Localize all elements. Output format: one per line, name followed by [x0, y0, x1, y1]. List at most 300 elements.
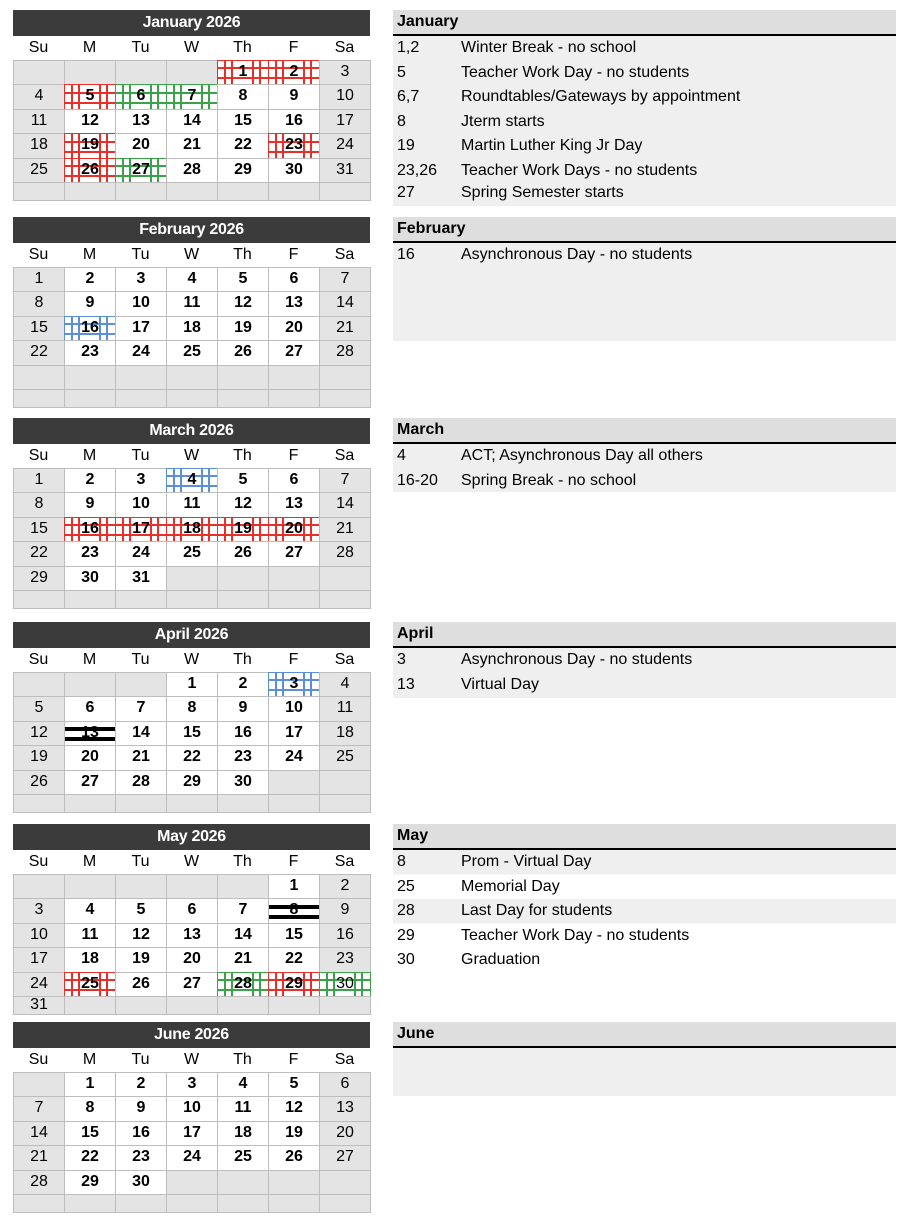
- day-cell: 2: [64, 468, 116, 493]
- day-cell: 1: [13, 468, 65, 493]
- day-cell: 26: [217, 541, 269, 566]
- day-cell: 18: [217, 1121, 269, 1146]
- day-cell: 13: [64, 721, 116, 746]
- empty-day-cell: [217, 794, 269, 813]
- day-cell: 24: [115, 340, 167, 365]
- day-cell: 25: [166, 340, 218, 365]
- day-cell: 22: [13, 340, 65, 365]
- weekday-label: M: [82, 246, 97, 263]
- day-cell: 20: [268, 316, 320, 341]
- day-cell: 9: [64, 291, 116, 316]
- day-cell: 30: [115, 1170, 167, 1195]
- day-cell: 7: [115, 696, 167, 721]
- calendar-may: [13, 824, 370, 1015]
- day-cell: 24: [115, 541, 167, 566]
- weekday-label: Th: [233, 246, 252, 263]
- empty-day-cell: [319, 996, 371, 1015]
- day-cell: 4: [319, 672, 371, 697]
- day-cell: 12: [64, 109, 116, 134]
- day-cell: 16: [319, 923, 371, 948]
- day-cell: 7: [217, 898, 269, 923]
- empty-day-cell: [319, 389, 371, 408]
- week-row: [13, 1170, 370, 1194]
- day-cell: 2: [64, 267, 116, 292]
- day-cell: 5: [13, 696, 65, 721]
- day-cell: 26: [13, 770, 65, 795]
- events-month-heading: April: [393, 622, 896, 648]
- empty-day-cell: [217, 365, 269, 390]
- month-title: February 2026: [13, 217, 370, 243]
- weekday-label: F: [288, 447, 299, 464]
- empty-day-cell: [64, 1194, 116, 1213]
- empty-day-cell: [166, 60, 218, 85]
- weekday-label: M: [82, 1051, 97, 1068]
- empty-day-cell: [268, 1170, 320, 1195]
- empty-day-cell: [166, 389, 218, 408]
- empty-day-cell: [268, 182, 320, 201]
- day-cell: 29: [64, 1170, 116, 1195]
- day-cell: 12: [13, 721, 65, 746]
- weekday-label: Sa: [334, 1051, 355, 1068]
- day-cell: 15: [217, 109, 269, 134]
- day-cell: 5: [115, 898, 167, 923]
- day-cell: 23: [319, 947, 371, 972]
- day-cell: 12: [268, 1096, 320, 1121]
- weekday-label: F: [288, 246, 299, 263]
- empty-day-cell: [166, 794, 218, 813]
- event-text: Graduation: [461, 951, 541, 968]
- day-cell: 5: [217, 267, 269, 292]
- day-cell: 26: [217, 340, 269, 365]
- event-date: 4: [397, 447, 406, 464]
- week-row: [13, 1194, 370, 1212]
- weekday-label: F: [288, 39, 299, 56]
- event-date: 5: [397, 63, 406, 81]
- day-cell: 6: [268, 468, 320, 493]
- events-list: [393, 444, 896, 492]
- day-cell: 23: [217, 745, 269, 770]
- day-cell: 30: [268, 158, 320, 183]
- empty-day-cell: [217, 874, 269, 899]
- day-cell: 5: [217, 468, 269, 493]
- week-row: [13, 696, 370, 720]
- day-cell: 30: [217, 770, 269, 795]
- weekday-label: Th: [233, 1051, 252, 1068]
- week-row: [13, 389, 370, 407]
- calendar-jan: [13, 10, 370, 201]
- week-row: [13, 267, 370, 291]
- week-row: [13, 874, 370, 898]
- day-cell: 13: [268, 291, 320, 316]
- day-cell: 6: [319, 1072, 371, 1097]
- event-date: 16-20: [397, 471, 438, 489]
- day-cell: 20: [268, 517, 320, 542]
- day-cell: 16: [64, 316, 116, 341]
- day-cell: 21: [217, 947, 269, 972]
- event-text: Last Day for students: [461, 902, 613, 919]
- day-cell: 21: [319, 316, 371, 341]
- empty-day-cell: [13, 60, 65, 85]
- day-cell: 14: [166, 109, 218, 134]
- day-cell: 15: [166, 721, 218, 746]
- empty-day-cell: [268, 365, 320, 390]
- day-cell: 2: [217, 672, 269, 697]
- event-date: 23,26: [397, 161, 438, 179]
- day-cell: 21: [13, 1145, 65, 1170]
- empty-day-cell: [115, 874, 167, 899]
- weekday-header: [13, 243, 370, 267]
- day-cell: 14: [217, 923, 269, 948]
- day-cell: 12: [217, 291, 269, 316]
- week-row: [13, 84, 370, 108]
- day-cell: 10: [166, 1096, 218, 1121]
- weekday-label: Sa: [334, 39, 355, 56]
- empty-day-cell: [115, 590, 167, 609]
- empty-day-cell: [64, 672, 116, 697]
- week-row: [13, 947, 370, 971]
- week-row: [13, 340, 370, 364]
- day-cell: 4: [13, 84, 65, 109]
- event-row: [393, 159, 896, 184]
- day-cell: 6: [166, 898, 218, 923]
- empty-day-cell: [13, 672, 65, 697]
- day-cell: 26: [64, 158, 116, 183]
- day-cell: 19: [115, 947, 167, 972]
- empty-day-cell: [319, 566, 371, 591]
- day-cell: 12: [217, 492, 269, 517]
- day-cell: 26: [115, 972, 167, 997]
- event-row: [393, 183, 896, 203]
- month-grid: [13, 874, 370, 1015]
- month-grid: [13, 60, 370, 201]
- day-cell: 27: [115, 158, 167, 183]
- month-grid: [13, 267, 370, 408]
- day-cell: 3: [166, 1072, 218, 1097]
- day-cell: 24: [268, 745, 320, 770]
- day-cell: 13: [115, 109, 167, 134]
- day-cell: 15: [64, 1121, 116, 1146]
- calendar-jun: [13, 1022, 370, 1213]
- day-cell: 22: [166, 745, 218, 770]
- day-cell: 13: [319, 1096, 371, 1121]
- event-text: Winter Break - no school: [461, 39, 637, 56]
- empty-day-cell: [319, 590, 371, 609]
- weekday-label: Tu: [131, 447, 150, 464]
- event-row: [393, 875, 896, 900]
- day-cell: 4: [166, 468, 218, 493]
- empty-day-cell: [64, 996, 116, 1015]
- week-row: [13, 316, 370, 340]
- day-cell: 8: [268, 898, 320, 923]
- empty-day-cell: [268, 794, 320, 813]
- week-row: [13, 590, 370, 608]
- empty-day-cell: [115, 60, 167, 85]
- day-cell: 10: [319, 84, 371, 109]
- day-cell: 17: [166, 1121, 218, 1146]
- day-cell: 18: [13, 133, 65, 158]
- day-cell: 9: [64, 492, 116, 517]
- day-cell: 19: [217, 517, 269, 542]
- day-cell: 8: [166, 696, 218, 721]
- empty-day-cell: [268, 590, 320, 609]
- event-row: [393, 36, 896, 61]
- empty-day-cell: [115, 1194, 167, 1213]
- day-cell: 3: [115, 267, 167, 292]
- empty-day-cell: [166, 365, 218, 390]
- event-date: 8: [397, 853, 406, 870]
- empty-day-cell: [166, 1170, 218, 1195]
- empty-day-cell: [115, 996, 167, 1015]
- day-cell: 19: [217, 316, 269, 341]
- empty-day-cell: [268, 996, 320, 1015]
- weekday-label: W: [183, 651, 200, 668]
- empty-day-cell: [115, 389, 167, 408]
- day-cell: 19: [13, 745, 65, 770]
- calendar-apr: [13, 622, 370, 813]
- week-row: [13, 1121, 370, 1145]
- empty-day-cell: [319, 1194, 371, 1213]
- weekday-label: Th: [233, 651, 252, 668]
- weekday-label: W: [183, 1051, 200, 1068]
- week-row: [13, 468, 370, 492]
- day-cell: 27: [166, 972, 218, 997]
- empty-day-cell: [319, 770, 371, 795]
- events-feb: [393, 217, 896, 341]
- week-row: [13, 1096, 370, 1120]
- day-cell: 17: [319, 109, 371, 134]
- empty-day-cell: [13, 794, 65, 813]
- day-cell: 17: [115, 316, 167, 341]
- week-row: [13, 365, 370, 389]
- day-cell: 13: [268, 492, 320, 517]
- event-row: [393, 850, 896, 875]
- events-jan: [393, 10, 896, 206]
- empty-day-cell: [319, 365, 371, 390]
- weekday-label: Su: [28, 853, 49, 870]
- day-cell: 25: [319, 745, 371, 770]
- day-cell: 24: [13, 972, 65, 997]
- weekday-label: W: [183, 246, 200, 263]
- day-cell: 2: [268, 60, 320, 85]
- weekday-label: M: [82, 447, 97, 464]
- weekday-label: W: [183, 853, 200, 870]
- day-cell: 9: [115, 1096, 167, 1121]
- events-list: [393, 1048, 896, 1096]
- day-cell: 28: [319, 340, 371, 365]
- weekday-label: Sa: [334, 853, 355, 870]
- empty-day-cell: [13, 1194, 65, 1213]
- event-text: ACT; Asynchronous Day all others: [461, 447, 703, 464]
- day-cell: 30: [64, 566, 116, 591]
- day-cell: 22: [268, 947, 320, 972]
- day-cell: 9: [319, 898, 371, 923]
- day-cell: 17: [115, 517, 167, 542]
- day-cell: 12: [115, 923, 167, 948]
- event-text: Teacher Work Day - no students: [461, 926, 690, 944]
- empty-day-cell: [13, 1072, 65, 1097]
- month-title: May 2026: [13, 824, 370, 850]
- day-cell: 29: [13, 566, 65, 591]
- day-cell: 16: [115, 1121, 167, 1146]
- week-row: [13, 672, 370, 696]
- day-cell: 13: [166, 923, 218, 948]
- month-title: June 2026: [13, 1022, 370, 1048]
- event-text: Virtual Day: [461, 675, 539, 693]
- empty-day-cell: [217, 590, 269, 609]
- event-date: 8: [397, 112, 406, 130]
- day-cell: 6: [115, 84, 167, 109]
- weekday-label: Su: [28, 447, 49, 464]
- day-cell: 11: [319, 696, 371, 721]
- weekday-label: Tu: [131, 651, 150, 668]
- empty-day-cell: [217, 566, 269, 591]
- day-cell: 22: [64, 1145, 116, 1170]
- calendar-mar: [13, 418, 370, 609]
- week-row: [13, 972, 370, 996]
- weekday-label: F: [288, 651, 299, 668]
- week-row: [13, 923, 370, 947]
- event-row: [393, 134, 896, 159]
- day-cell: 3: [115, 468, 167, 493]
- day-cell: 21: [319, 517, 371, 542]
- empty-day-cell: [268, 1194, 320, 1213]
- event-date: 27: [397, 184, 415, 201]
- day-cell: 20: [319, 1121, 371, 1146]
- week-row: [13, 492, 370, 516]
- day-cell: 1: [64, 1072, 116, 1097]
- day-cell: 14: [13, 1121, 65, 1146]
- empty-day-cell: [115, 794, 167, 813]
- day-cell: 23: [115, 1145, 167, 1170]
- day-cell: 22: [13, 541, 65, 566]
- day-cell: 25: [64, 972, 116, 997]
- day-cell: 31: [319, 158, 371, 183]
- day-cell: 11: [166, 291, 218, 316]
- day-cell: 29: [217, 158, 269, 183]
- weekday-label: Th: [233, 39, 252, 56]
- event-row: [393, 673, 896, 698]
- weekday-label: F: [288, 1051, 299, 1068]
- month-grid: [13, 672, 370, 813]
- weekday-label: Sa: [334, 651, 355, 668]
- day-cell: 27: [268, 340, 320, 365]
- day-cell: 3: [13, 898, 65, 923]
- weekday-label: Tu: [131, 853, 150, 870]
- weekday-label: Su: [28, 39, 49, 56]
- event-text: Asynchronous Day - no students: [461, 651, 693, 668]
- week-row: [13, 794, 370, 812]
- week-row: [13, 291, 370, 315]
- weekday-label: Su: [28, 1051, 49, 1068]
- month-grid: [13, 468, 370, 609]
- day-cell: 21: [166, 133, 218, 158]
- day-cell: 30: [319, 972, 371, 997]
- day-cell: 11: [64, 923, 116, 948]
- empty-day-cell: [64, 794, 116, 813]
- weekday-label: Su: [28, 246, 49, 263]
- day-cell: 10: [115, 291, 167, 316]
- week-row: [13, 898, 370, 922]
- day-cell: 19: [268, 1121, 320, 1146]
- event-row: [393, 469, 896, 494]
- week-row: [13, 133, 370, 157]
- weekday-label: W: [183, 39, 200, 56]
- week-row: [13, 1145, 370, 1169]
- day-cell: 5: [268, 1072, 320, 1097]
- day-cell: 27: [268, 541, 320, 566]
- empty-day-cell: [115, 182, 167, 201]
- events-may: [393, 824, 896, 973]
- empty-day-cell: [64, 60, 116, 85]
- week-row: [13, 109, 370, 133]
- day-cell: 14: [115, 721, 167, 746]
- day-cell: 8: [13, 492, 65, 517]
- day-cell: 27: [319, 1145, 371, 1170]
- event-row: [393, 648, 896, 673]
- empty-day-cell: [115, 672, 167, 697]
- empty-day-cell: [217, 1170, 269, 1195]
- week-row: [13, 721, 370, 745]
- day-cell: 22: [217, 133, 269, 158]
- day-cell: 29: [166, 770, 218, 795]
- week-row: [13, 60, 370, 84]
- day-cell: 28: [166, 158, 218, 183]
- day-cell: 1: [13, 267, 65, 292]
- week-row: [13, 745, 370, 769]
- day-cell: 3: [268, 672, 320, 697]
- day-cell: 4: [64, 898, 116, 923]
- day-cell: 14: [319, 291, 371, 316]
- empty-day-cell: [268, 389, 320, 408]
- day-cell: 10: [268, 696, 320, 721]
- event-date: 3: [397, 651, 406, 668]
- empty-day-cell: [115, 365, 167, 390]
- day-cell: 31: [13, 996, 65, 1015]
- event-date: 25: [397, 877, 415, 895]
- empty-day-cell: [166, 566, 218, 591]
- day-cell: 27: [64, 770, 116, 795]
- empty-day-cell: [217, 996, 269, 1015]
- empty-day-cell: [166, 590, 218, 609]
- event-date: 19: [397, 137, 415, 154]
- day-cell: 28: [115, 770, 167, 795]
- day-cell: 1: [217, 60, 269, 85]
- weekday-label: W: [183, 447, 200, 464]
- day-cell: 10: [13, 923, 65, 948]
- day-cell: 19: [64, 133, 116, 158]
- day-cell: 14: [319, 492, 371, 517]
- weekday-header: [13, 850, 370, 874]
- day-cell: 20: [115, 133, 167, 158]
- events-month-heading: January: [393, 10, 896, 36]
- event-row: [393, 899, 896, 924]
- weekday-label: M: [82, 651, 97, 668]
- empty-day-cell: [166, 1194, 218, 1213]
- day-cell: 7: [166, 84, 218, 109]
- event-date: 29: [397, 926, 415, 944]
- events-month-heading: May: [393, 824, 896, 850]
- event-date: 1,2: [397, 39, 420, 56]
- weekday-label: Th: [233, 447, 252, 464]
- empty-day-cell: [268, 566, 320, 591]
- day-cell: 6: [268, 267, 320, 292]
- day-cell: 18: [319, 721, 371, 746]
- day-cell: 23: [64, 541, 116, 566]
- events-list: [393, 243, 896, 341]
- day-cell: 11: [217, 1096, 269, 1121]
- event-date: 13: [397, 675, 415, 693]
- day-cell: 11: [166, 492, 218, 517]
